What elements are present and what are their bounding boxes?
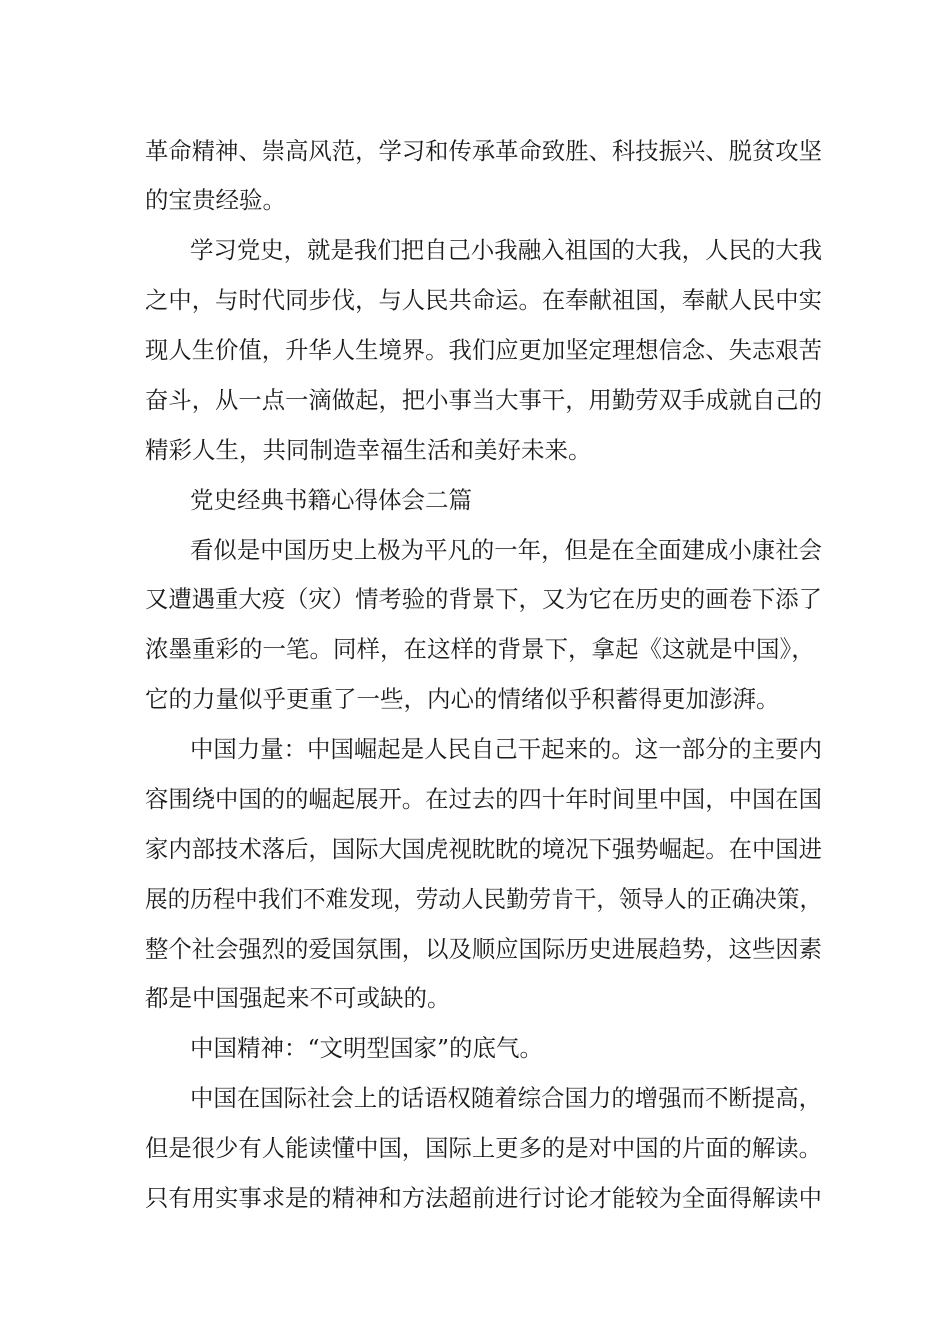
line-text: 浓墨重彩的一笔。同样，在这样的背景下，拿起《这就是中国》，	[145, 635, 815, 663]
text-line	[0, 131, 950, 171]
line-text: 的宝贵经验。	[145, 186, 286, 214]
text-line	[0, 679, 950, 719]
text-line	[0, 280, 950, 320]
line-text: 又遭遇重大疫（灾）情考验的背景下，又为它在历史的画卷下添了	[145, 585, 823, 613]
line-text: 学习党史，就是我们把自己小我融入祖国的大我，人民的大我	[190, 236, 823, 264]
text-line	[0, 330, 950, 370]
line-text: 奋斗，从一点一滴做起，把小事当大事干，用勤劳双手成就自己的	[145, 386, 823, 414]
line-text: 容围绕中国的的崛起展开。在过去的四十年时间里中国，中国在国	[145, 785, 823, 813]
line-text: 中国力量：中国崛起是人民自己干起来的。这一部分的主要内	[190, 735, 823, 763]
text-line	[0, 1128, 950, 1168]
line-text: 展的历程中我们不难发现，劳动人民勤劳肯干，领导人的正确决策，	[145, 885, 823, 913]
text-line	[0, 230, 950, 270]
text-line	[0, 1078, 950, 1118]
line-text: 家内部技术落后，国际大国虎视眈眈的境况下强势崛起。在中国进	[145, 835, 823, 863]
line-text: 中国精神：“文明型国家”的底气。	[190, 1034, 544, 1062]
text-line	[0, 380, 950, 420]
text-line	[0, 629, 950, 669]
line-text: 它的力量似乎更重了一些，内心的情绪似乎积蓄得更加澎湃。	[145, 685, 780, 713]
line-text: 都是中国强起来不可或缺的。	[145, 984, 451, 1012]
line-text: 中国在国际社会上的话语权随着综合国力的增强而不断提高，	[190, 1084, 823, 1112]
text-line	[0, 1178, 950, 1218]
text-line	[0, 579, 950, 619]
text-line	[0, 180, 950, 220]
line-text: 整个社会强烈的爱国氛围，以及顺应国际历史进展趋势，这些因素	[145, 935, 823, 963]
text-line	[0, 729, 950, 769]
section-heading-text: 党史经典书籍心得体会二篇	[190, 486, 472, 514]
line-text: 之中，与时代同步伐，与人民共命运。在奉献祖国，奉献人民中实	[145, 286, 823, 314]
line-text: 但是很少有人能读懂中国，国际上更多的是对中国的片面的解读。	[145, 1134, 823, 1162]
text-line	[0, 430, 950, 470]
text-line	[0, 879, 950, 919]
line-text: 精彩人生，共同制造幸福生活和美好未来。	[145, 436, 592, 464]
text-line	[0, 829, 950, 869]
line-text: 看似是中国历史上极为平凡的一年，但是在全面建成小康社会	[190, 536, 823, 564]
text-line	[0, 1028, 950, 1068]
text-line	[0, 530, 950, 570]
text-line	[0, 929, 950, 969]
section-heading	[0, 480, 950, 520]
text-line	[0, 779, 950, 819]
line-text: 现人生价值，升华人生境界。我们应更加坚定理想信念、失志艰苦	[145, 336, 823, 364]
line-text: 革命精神、崇高风范，学习和传承革命致胜、科技振兴、脱贫攻坚	[145, 137, 823, 165]
line-text: 只有用实事求是的精神和方法超前进行讨论才能较为全面得解读中	[145, 1184, 823, 1212]
text-line	[0, 978, 950, 1018]
